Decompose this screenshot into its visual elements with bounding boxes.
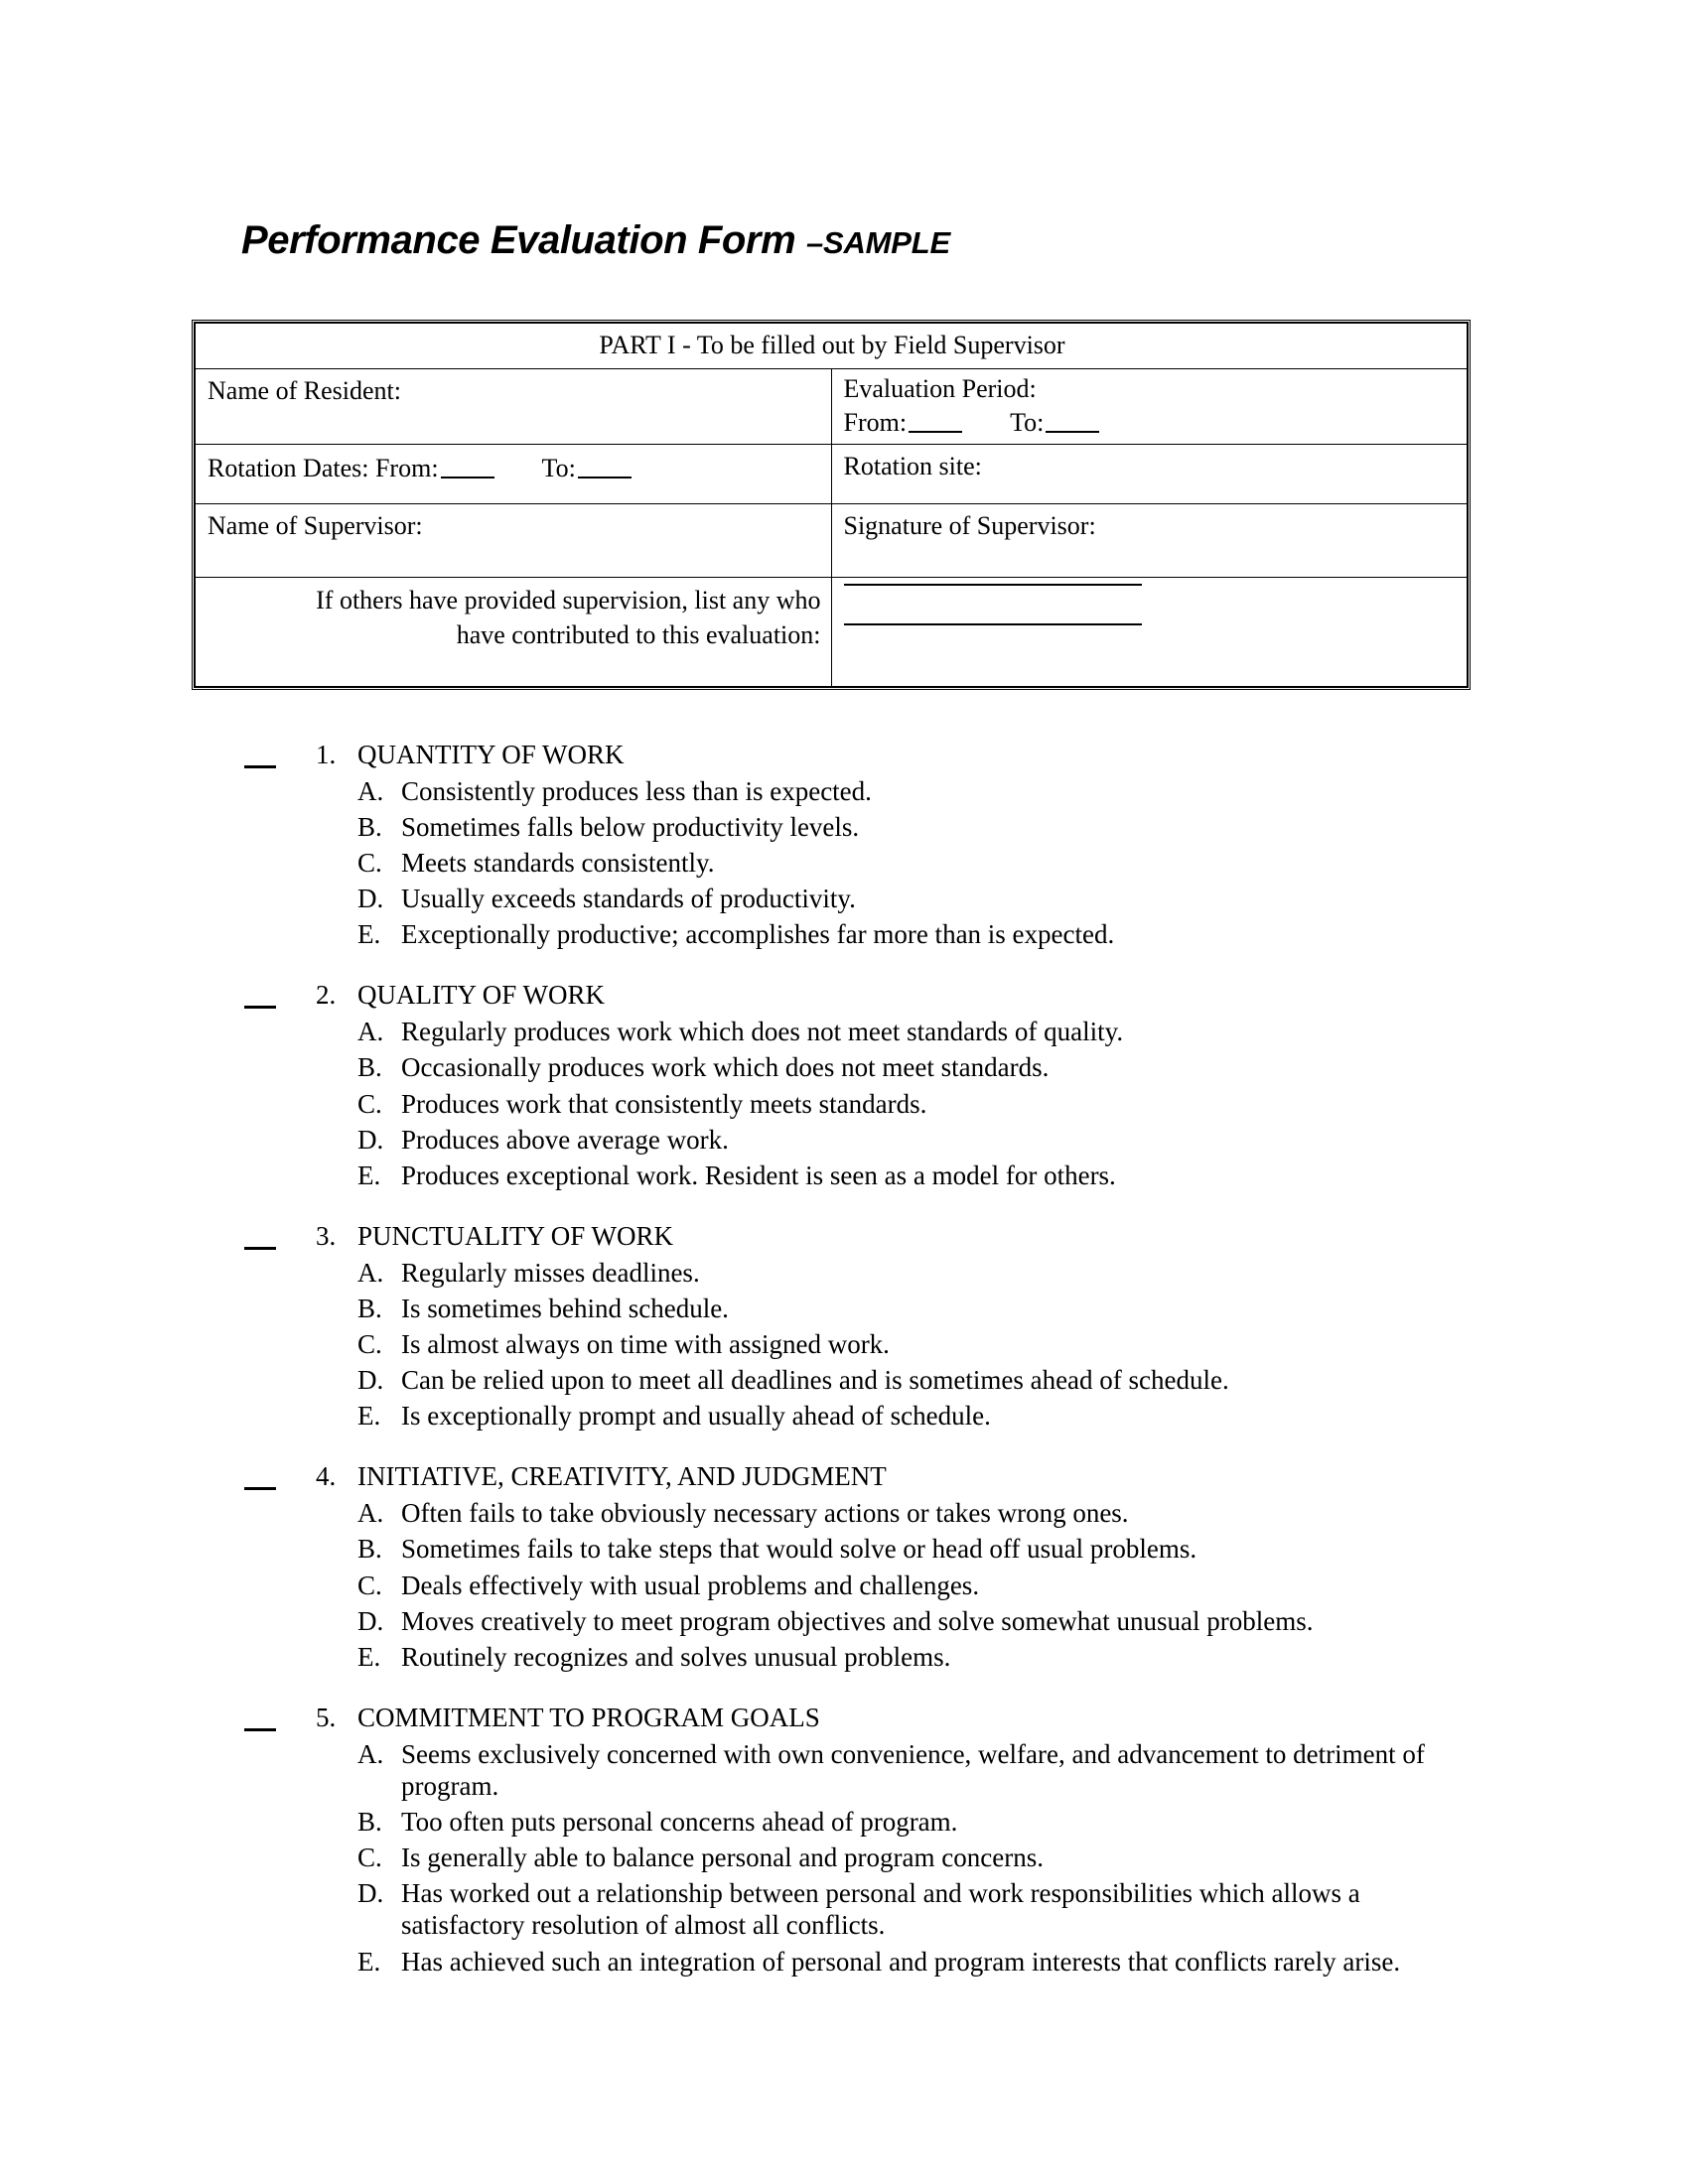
option-text: Is almost always on time with assigned work.	[401, 1329, 890, 1360]
criterion-heading	[316, 1703, 1688, 1734]
page-title	[241, 220, 950, 260]
option-item[interactable]	[357, 1293, 1483, 1324]
evaluation-from-label: From:	[843, 407, 908, 437]
option-text: Deals effectively with usual problems and challenges.	[401, 1570, 980, 1600]
other-supervisor-blank-line-2[interactable]	[844, 623, 1142, 625]
rotation-from-blank[interactable]	[441, 451, 494, 478]
rotation-to-blank[interactable]	[578, 451, 632, 478]
other-supervisor-blank-line-1[interactable]	[844, 584, 1142, 586]
option-letter: C.	[357, 1329, 382, 1360]
option-text: Seems exclusively concerned with own convenience, welfare, and advancement to detriment of program.	[401, 1738, 1425, 1801]
option-item[interactable]	[357, 1400, 1483, 1432]
evaluation-to-label: To:	[1010, 407, 1045, 437]
signature-of-supervisor-label: Signature of Supervisor:	[843, 511, 1096, 541]
rotation-site-label: Rotation site:	[843, 452, 982, 481]
option-text: Is generally able to balance personal and program concerns.	[401, 1843, 1044, 1873]
criterion-number: 2.	[316, 980, 337, 1011]
criterion-title: QUANTITY OF WORK	[357, 740, 625, 769]
option-letter: C.	[357, 1570, 382, 1600]
option-letter: B.	[357, 1534, 382, 1565]
option-item[interactable]	[357, 1842, 1483, 1873]
criterion-options	[357, 775, 1688, 951]
option-letter: A.	[357, 1738, 384, 1769]
criterion-item	[0, 1461, 1688, 1672]
option-item[interactable]	[357, 1806, 1483, 1838]
option-letter: E.	[357, 1160, 381, 1190]
option-item[interactable]	[357, 1051, 1483, 1083]
score-blank-4[interactable]	[244, 1487, 276, 1490]
criterion-number: 5.	[316, 1702, 337, 1732]
score-blank-5[interactable]	[244, 1728, 276, 1731]
rotation-site-field[interactable]	[831, 445, 1468, 504]
option-item[interactable]	[357, 1328, 1483, 1360]
option-text: Is exceptionally prompt and usually ahead of schedule.	[401, 1401, 991, 1432]
option-item[interactable]	[357, 811, 1483, 843]
option-letter: A.	[357, 775, 384, 806]
criterion-number: 1.	[316, 740, 337, 769]
criterion-options	[357, 1016, 1688, 1191]
option-letter: C.	[357, 848, 382, 879]
part-one-form-table	[192, 320, 1471, 690]
option-item[interactable]	[357, 1533, 1483, 1565]
option-item[interactable]	[357, 918, 1483, 950]
signature-of-supervisor-field[interactable]	[831, 504, 1468, 578]
option-letter: D.	[357, 1365, 384, 1396]
name-of-supervisor-field[interactable]	[196, 504, 832, 578]
option-text: Produces work that consistently meets standards.	[401, 1088, 927, 1119]
criterion-heading	[316, 980, 1688, 1012]
rotation-dates-label: Rotation Dates: From:	[208, 454, 439, 483]
criterion-heading	[316, 1221, 1688, 1253]
option-letter: E.	[357, 1401, 381, 1432]
criterion-heading	[316, 740, 1688, 771]
option-letter: B.	[357, 1052, 382, 1083]
criterion-item	[0, 980, 1688, 1190]
option-letter: C.	[357, 1088, 382, 1119]
option-item[interactable]	[357, 883, 1483, 914]
score-blank-2[interactable]	[244, 1006, 276, 1009]
criterion-number: 3.	[316, 1220, 337, 1251]
option-text: Meets standards consistently.	[401, 848, 715, 879]
criteria-list	[0, 740, 1688, 1978]
option-item[interactable]	[357, 1497, 1483, 1529]
option-text: Sometimes fails to take steps that would solve or head off usual problems.	[401, 1534, 1197, 1565]
other-supervisors-label-line2: have contributed to this evaluation:	[456, 619, 821, 649]
option-letter: A.	[357, 1498, 384, 1529]
option-item[interactable]	[357, 1016, 1483, 1047]
rotation-dates-field[interactable]	[196, 445, 832, 504]
option-letter: B.	[357, 1807, 382, 1838]
option-letter: D.	[357, 1605, 384, 1636]
criterion-options	[357, 1738, 1688, 1978]
option-text: Is sometimes behind schedule.	[401, 1293, 729, 1323]
other-supervisors-label	[196, 578, 832, 687]
name-of-resident-label: Name of Resident:	[208, 376, 401, 405]
option-letter: B.	[357, 1293, 382, 1323]
score-blank-1[interactable]	[244, 765, 276, 768]
option-text: Usually exceeds standards of productivity.	[401, 884, 856, 914]
option-text: Too often puts personal concerns ahead of program.	[401, 1807, 958, 1838]
option-letter: D.	[357, 1124, 384, 1155]
option-item[interactable]	[357, 775, 1483, 807]
option-item[interactable]	[357, 1160, 1483, 1191]
table-row-resident	[196, 369, 1468, 445]
option-text: Has achieved such an integration of personal and program interests that conflicts rarely arise.	[401, 1946, 1401, 1977]
criterion-options	[357, 1257, 1688, 1433]
evaluation-period-label: Evaluation Period:	[843, 374, 1037, 403]
option-letter: E.	[357, 919, 381, 950]
criterion-item	[0, 740, 1688, 950]
option-item[interactable]	[357, 1877, 1483, 1941]
part-one-header: PART I - To be filled out by Field Supervisor	[196, 324, 1468, 369]
table-row-supervisor	[196, 504, 1468, 578]
option-letter: A.	[357, 1257, 384, 1288]
evaluation-period-range	[844, 405, 1458, 439]
option-item[interactable]	[357, 1124, 1483, 1156]
option-item[interactable]	[357, 1946, 1483, 1978]
rotation-to-label: To:	[541, 454, 576, 483]
table-row-rotation	[196, 445, 1468, 504]
option-letter: E.	[357, 1641, 381, 1672]
table-row-other-supervisors	[196, 578, 1468, 687]
criterion-item	[0, 1221, 1688, 1432]
option-text: Regularly produces work which does not meet standards of quality.	[401, 1017, 1124, 1047]
score-blank-3[interactable]	[244, 1247, 276, 1250]
evaluation-to-blank[interactable]	[1046, 405, 1099, 433]
criterion-heading	[316, 1461, 1688, 1493]
option-text: Produces above average work.	[401, 1124, 729, 1155]
criterion-title: INITIATIVE, CREATIVITY, AND JUDGMENT	[357, 1461, 887, 1492]
option-letter: B.	[357, 811, 382, 842]
option-text: Regularly misses deadlines.	[401, 1257, 700, 1288]
option-text: Often fails to take obviously necessary actions or takes wrong ones.	[401, 1498, 1129, 1529]
option-item[interactable]	[357, 1088, 1483, 1120]
option-item[interactable]	[357, 1605, 1483, 1637]
criterion-title: QUALITY OF WORK	[357, 980, 605, 1011]
page-title-main: Performance Evaluation Form	[241, 218, 806, 262]
option-item[interactable]	[357, 1570, 1483, 1601]
criterion-title: PUNCTUALITY OF WORK	[357, 1220, 674, 1251]
option-letter: C.	[357, 1843, 382, 1873]
option-item[interactable]	[357, 1738, 1483, 1802]
name-of-supervisor-label: Name of Supervisor:	[208, 511, 423, 541]
option-text: Produces exceptional work. Resident is seen as a model for others.	[401, 1160, 1116, 1190]
other-supervisors-label-line1: If others have provided supervision, list any who	[316, 586, 821, 615]
option-text: Routinely recognizes and solves unusual problems.	[401, 1641, 951, 1672]
option-item[interactable]	[357, 1641, 1483, 1673]
option-letter: A.	[357, 1017, 384, 1047]
other-supervisors-entry-field[interactable]	[831, 578, 1468, 687]
name-of-resident-field[interactable]	[196, 369, 832, 445]
criterion-options	[357, 1497, 1688, 1673]
option-text: Consistently produces less than is expected.	[401, 775, 872, 806]
option-item[interactable]	[357, 1364, 1483, 1396]
criterion-number: 4.	[316, 1461, 337, 1492]
option-text: Occasionally produces work which does not meet standards.	[401, 1052, 1050, 1083]
option-letter: E.	[357, 1946, 381, 1977]
option-text: Sometimes falls below productivity levels.	[401, 811, 860, 842]
option-text: Moves creatively to meet program objectives and solve somewhat unusual problems.	[401, 1605, 1314, 1636]
page-title-sample: –SAMPLE	[805, 225, 950, 260]
criterion-item	[0, 1703, 1688, 1978]
evaluation-from-blank[interactable]	[909, 405, 962, 433]
option-text: Can be relied upon to meet all deadlines and is sometimes ahead of schedule.	[401, 1365, 1229, 1396]
option-item[interactable]	[357, 1257, 1483, 1289]
option-item[interactable]	[357, 847, 1483, 879]
option-text: Exceptionally productive; accomplishes far more than is expected.	[401, 919, 1115, 950]
table-row-part-header	[196, 324, 1468, 369]
evaluation-period-field[interactable]	[831, 369, 1468, 445]
option-text: Has worked out a relationship between personal and work responsibilities which allows a satisfactory resolution of almost all conflicts.	[401, 1878, 1360, 1941]
criterion-title: COMMITMENT TO PROGRAM GOALS	[357, 1702, 820, 1732]
option-letter: D.	[357, 1878, 384, 1909]
option-letter: D.	[357, 884, 384, 914]
